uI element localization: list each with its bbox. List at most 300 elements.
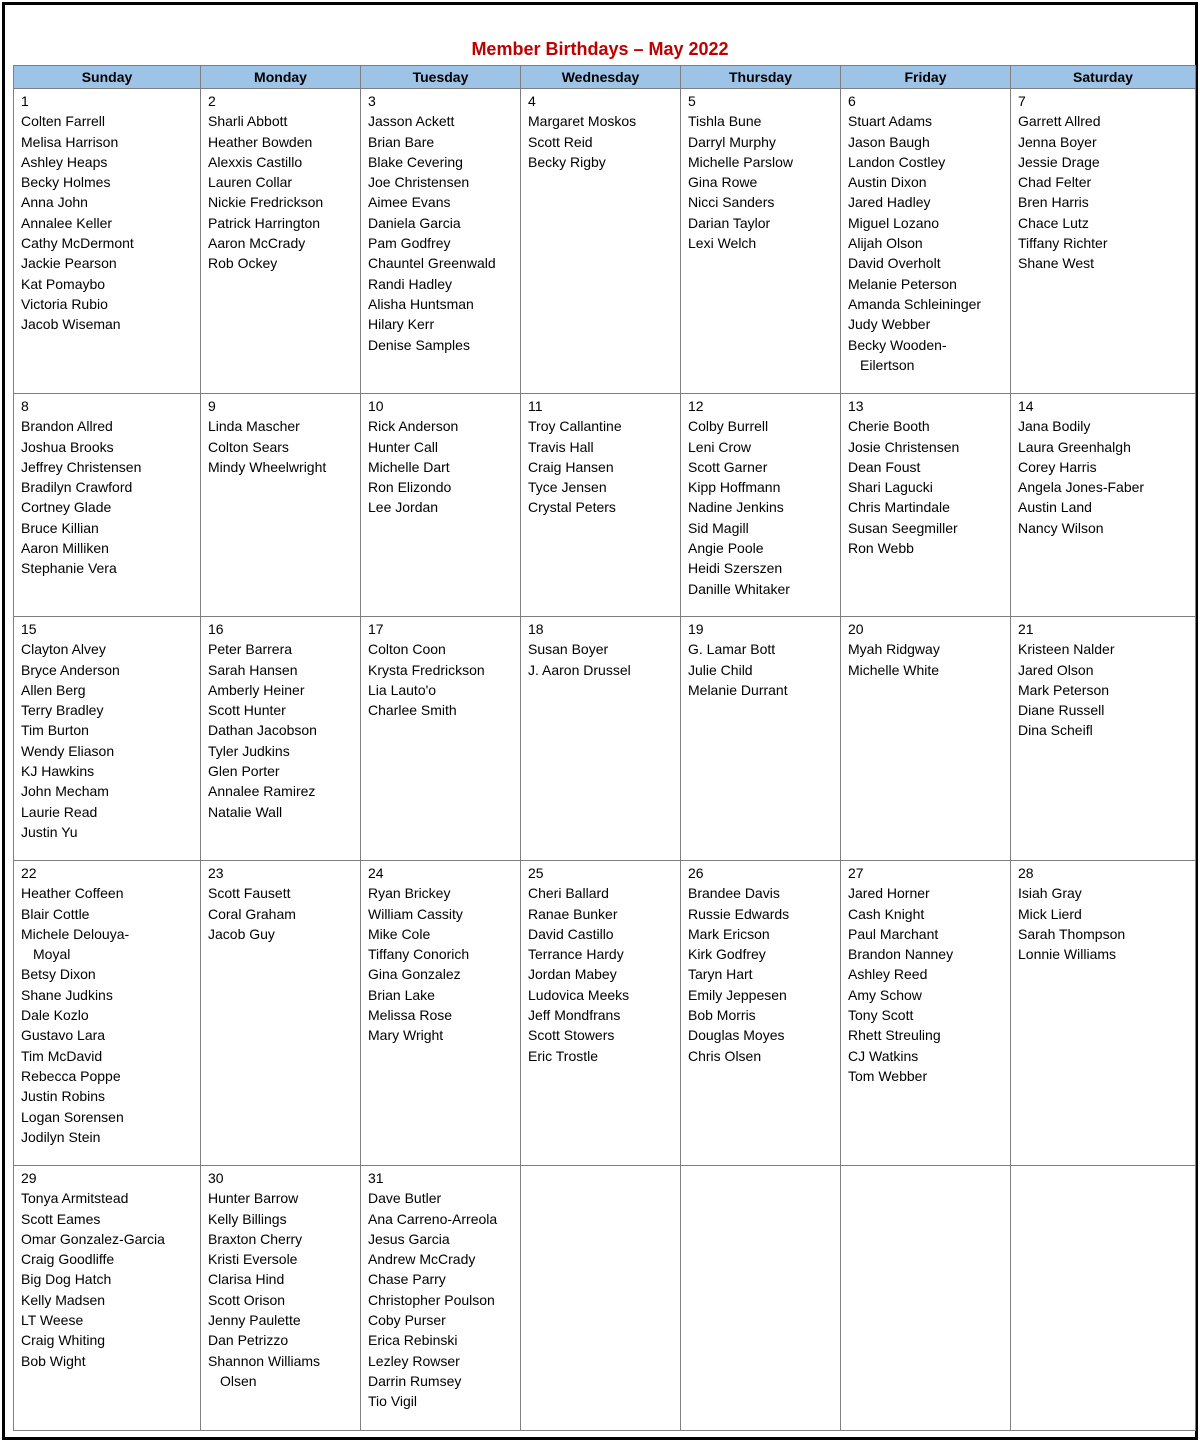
member-name: Myah Ridgway xyxy=(848,641,940,658)
member-name: Craig Hansen xyxy=(528,458,614,475)
member-name: Colten Farrell xyxy=(21,113,106,130)
member-name: Justin Robins xyxy=(21,1088,106,1105)
member-name: Michele Delouya- xyxy=(21,925,130,942)
member-name: Brandon Nanney xyxy=(848,946,954,963)
member-name: Shane Judkins xyxy=(21,986,113,1003)
member-name: Moyal xyxy=(33,946,71,963)
member-name: Gina Rowe xyxy=(688,174,758,191)
member-name: Justin Yu xyxy=(21,823,78,840)
member-name: Hunter Barrow xyxy=(208,1190,299,1207)
empty-day-cell xyxy=(521,1166,681,1431)
member-name: Tiffany Richter xyxy=(1018,235,1108,252)
member-name: Colton Sears xyxy=(208,438,289,455)
day-cell-5 xyxy=(681,89,841,394)
member-name: Becky Wooden- xyxy=(848,336,947,353)
member-name: Rob Ockey xyxy=(208,255,278,272)
member-name: Bren Harris xyxy=(1018,194,1089,211)
member-name: Heidi Szerszen xyxy=(688,560,783,577)
member-name: Michelle Parslow xyxy=(688,153,794,170)
member-name: Troy Callantine xyxy=(528,418,622,435)
member-name: Jared Hadley xyxy=(848,194,931,211)
member-name: Aimee Evans xyxy=(368,194,451,211)
member-name: Logan Sorensen xyxy=(21,1108,124,1125)
member-name: Tishla Bune xyxy=(688,113,762,130)
day-number: 28 xyxy=(1018,865,1034,881)
member-name: Kristi Eversole xyxy=(208,1251,298,1268)
member-name: Lauren Collar xyxy=(208,174,293,191)
member-name: Mick Lierd xyxy=(1018,905,1082,922)
member-name: Eilertson xyxy=(860,356,915,373)
member-name: Scott Stowers xyxy=(528,1027,615,1044)
member-name: Mindy Wheelwright xyxy=(208,458,327,475)
member-name: Olsen xyxy=(220,1372,257,1389)
member-name: Rebecca Poppe xyxy=(21,1067,121,1084)
member-name: Colby Burrell xyxy=(688,418,769,435)
day-number: 24 xyxy=(368,865,384,881)
member-name: Ryan Brickey xyxy=(368,885,451,902)
member-name: Joshua Brooks xyxy=(21,438,114,455)
member-name: Julie Child xyxy=(688,661,753,678)
member-name: Shane West xyxy=(1018,255,1095,272)
member-name: Kelly Madsen xyxy=(21,1291,106,1308)
member-name: Emily Jeppesen xyxy=(688,986,787,1003)
day-number: 7 xyxy=(1018,93,1026,109)
day-number: 16 xyxy=(208,621,224,637)
member-name: Susan Boyer xyxy=(528,641,609,658)
member-name: Rick Anderson xyxy=(368,418,459,435)
member-name: Annalee Ramirez xyxy=(208,783,316,800)
member-name: Mark Ericson xyxy=(688,925,770,942)
member-name: Bryce Anderson xyxy=(21,661,120,678)
member-name: CJ Watkins xyxy=(848,1047,919,1064)
member-name: Bob Wight xyxy=(21,1352,86,1369)
member-name: Ron Webb xyxy=(848,540,914,557)
member-name: Scott Reid xyxy=(528,133,593,150)
member-name: Nickie Fredrickson xyxy=(208,194,324,211)
member-name: Kirk Godfrey xyxy=(688,946,766,963)
member-name: Darrin Rumsey xyxy=(368,1372,462,1389)
member-name: Sarah Thompson xyxy=(1018,925,1126,942)
day-cell-29 xyxy=(14,1166,201,1431)
member-name: Diane Russell xyxy=(1018,702,1105,719)
day-cell-12 xyxy=(681,394,841,617)
day-cell-13 xyxy=(841,394,1011,617)
day-number: 15 xyxy=(21,621,37,637)
day-number: 10 xyxy=(368,398,384,414)
member-name: Dean Foust xyxy=(848,458,921,475)
member-name: Charlee Smith xyxy=(368,702,457,719)
member-name: Wendy Eliason xyxy=(21,742,115,759)
member-name: Victoria Rubio xyxy=(21,295,108,312)
member-name: Scott Garner xyxy=(688,458,768,475)
member-name: Cash Knight xyxy=(848,905,925,922)
member-name: Sid Magill xyxy=(688,519,749,536)
day-number: 18 xyxy=(528,621,544,637)
member-name: Rhett Streuling xyxy=(848,1027,941,1044)
member-name: Josie Christensen xyxy=(848,438,960,455)
week-row xyxy=(14,861,1196,1166)
member-name: Dave Butler xyxy=(368,1190,442,1207)
member-name: Jordan Mabey xyxy=(528,966,617,983)
member-name: Garrett Allred xyxy=(1018,113,1101,130)
member-name: Ana Carreno-Arreola xyxy=(368,1210,498,1227)
member-name: Jenny Paulette xyxy=(208,1312,301,1329)
member-name: Landon Costley xyxy=(848,153,946,170)
day-number: 19 xyxy=(688,621,704,637)
day-number: 27 xyxy=(848,865,864,881)
day-cell-10 xyxy=(361,394,521,617)
weekday-header-row xyxy=(14,66,1196,89)
member-name: Bruce Killian xyxy=(21,519,99,536)
day-cell-15 xyxy=(14,617,201,861)
member-name: Big Dog Hatch xyxy=(21,1271,112,1288)
member-name: Douglas Moyes xyxy=(688,1027,785,1044)
member-name: Amy Schow xyxy=(848,986,922,1003)
member-name: Tom Webber xyxy=(848,1067,928,1084)
member-name: Isiah Gray xyxy=(1018,885,1082,902)
member-name: Jeffrey Christensen xyxy=(21,458,142,475)
day-number: 2 xyxy=(208,93,216,109)
member-name: Dale Kozlo xyxy=(21,1007,89,1024)
day-number: 26 xyxy=(688,865,704,881)
member-name: Mark Peterson xyxy=(1018,681,1110,698)
day-cell-31 xyxy=(361,1166,521,1431)
member-name: Kelly Billings xyxy=(208,1210,287,1227)
member-name: Terry Bradley xyxy=(21,702,104,719)
member-name: Tonya Armitstead xyxy=(21,1190,129,1207)
week-row xyxy=(14,89,1196,394)
weekday-header-sunday: Sunday xyxy=(14,66,201,89)
day-cell-18 xyxy=(521,617,681,861)
member-name: Nadine Jenkins xyxy=(688,499,784,516)
member-name: Kat Pomaybo xyxy=(21,275,106,292)
member-name: Ranae Bunker xyxy=(528,905,618,922)
day-number: 31 xyxy=(368,1170,384,1186)
member-name: Nicci Sanders xyxy=(688,194,775,211)
member-name: Russie Edwards xyxy=(688,905,790,922)
member-name: Austin Dixon xyxy=(848,174,927,191)
member-name: Andrew McCrady xyxy=(368,1251,476,1268)
document-frame xyxy=(2,2,1198,1440)
member-name: Blair Cottle xyxy=(21,905,90,922)
member-name: David Castillo xyxy=(528,925,614,942)
member-name: William Cassity xyxy=(368,905,463,922)
member-name: Hilary Kerr xyxy=(368,316,435,333)
member-name: Laurie Read xyxy=(21,803,98,820)
member-name: Tim Burton xyxy=(21,722,89,739)
day-cell-7 xyxy=(1011,89,1196,394)
member-name: Taryn Hart xyxy=(688,966,753,983)
member-name: Braxton Cherry xyxy=(208,1230,303,1247)
member-name: Glen Porter xyxy=(208,763,280,780)
member-name: G. Lamar Bott xyxy=(688,641,776,658)
member-name: Anna John xyxy=(21,194,88,211)
member-name: Coral Graham xyxy=(208,905,296,922)
member-name: Bradilyn Crawford xyxy=(21,479,133,496)
member-name: Miguel Lozano xyxy=(848,214,940,231)
member-name: Tiffany Conorich xyxy=(368,946,470,963)
member-name: Brian Bare xyxy=(368,133,435,150)
member-name: Stuart Adams xyxy=(848,113,933,130)
member-name: Michelle Dart xyxy=(368,458,450,475)
member-name: Dina Scheifl xyxy=(1018,722,1093,739)
member-name: Ludovica Meeks xyxy=(528,986,630,1003)
member-name: Cathy McDermont xyxy=(21,235,134,252)
member-name: Becky Holmes xyxy=(21,174,111,191)
weekday-header-friday: Friday xyxy=(841,66,1011,89)
member-name: Stephanie Vera xyxy=(21,560,117,577)
member-name: Tim McDavid xyxy=(21,1047,103,1064)
day-cell-4 xyxy=(521,89,681,394)
member-name: Jessie Drage xyxy=(1018,153,1100,170)
member-name: Aaron McCrady xyxy=(208,235,306,252)
day-cell-25 xyxy=(521,861,681,1166)
day-cell-26 xyxy=(681,861,841,1166)
member-name: Darian Taylor xyxy=(688,214,771,231)
member-name: Gustavo Lara xyxy=(21,1027,106,1044)
member-name: Laura Greenhalgh xyxy=(1018,438,1131,455)
member-name: Sharli Abbott xyxy=(208,113,288,130)
member-name: Hunter Call xyxy=(368,438,439,455)
day-cell-17 xyxy=(361,617,521,861)
member-name: Kipp Hoffmann xyxy=(688,479,781,496)
member-name: Lee Jordan xyxy=(368,499,439,516)
member-name: LT Weese xyxy=(21,1312,84,1329)
day-number: 6 xyxy=(848,93,856,109)
weekday-header-saturday: Saturday xyxy=(1011,66,1196,89)
member-name: Chace Lutz xyxy=(1018,214,1089,231)
member-name: Jana Bodily xyxy=(1018,418,1091,435)
day-cell-30 xyxy=(201,1166,361,1431)
member-name: Darryl Murphy xyxy=(688,133,776,150)
day-cell-24 xyxy=(361,861,521,1166)
day-number: 14 xyxy=(1018,398,1034,414)
member-name: Dathan Jacobson xyxy=(208,722,317,739)
member-name: Angela Jones-Faber xyxy=(1018,479,1145,496)
member-name: Leni Crow xyxy=(688,438,752,455)
day-number: 1 xyxy=(21,93,29,109)
day-number: 30 xyxy=(208,1170,224,1186)
member-name: Jasson Ackett xyxy=(368,113,455,130)
member-name: Tyler Judkins xyxy=(208,742,290,759)
day-cell-21 xyxy=(1011,617,1196,861)
member-name: Clayton Alvey xyxy=(21,641,106,658)
weekday-header-wednesday: Wednesday xyxy=(521,66,681,89)
member-name: Peter Barrera xyxy=(208,641,293,658)
day-cell-16 xyxy=(201,617,361,861)
member-name: Omar Gonzalez-Garcia xyxy=(21,1230,165,1247)
day-cell-6 xyxy=(841,89,1011,394)
member-name: Brian Lake xyxy=(368,986,435,1003)
day-cell-8 xyxy=(14,394,201,617)
member-name: Jesus Garcia xyxy=(368,1230,450,1247)
member-name: Paul Marchant xyxy=(848,925,939,942)
day-number: 12 xyxy=(688,398,704,414)
member-name: Craig Whiting xyxy=(21,1332,106,1349)
member-name: Scott Fausett xyxy=(208,885,291,902)
member-name: Scott Eames xyxy=(21,1210,101,1227)
member-name: Blake Cevering xyxy=(368,153,463,170)
member-name: Judy Webber xyxy=(848,316,931,333)
day-cell-1 xyxy=(14,89,201,394)
member-name: Scott Orison xyxy=(208,1291,286,1308)
member-name: Shari Lagucki xyxy=(848,479,933,496)
day-number: 5 xyxy=(688,93,696,109)
member-name: Colton Coon xyxy=(368,641,446,658)
member-name: Tio Vigil xyxy=(368,1393,418,1410)
member-name: Mike Cole xyxy=(368,925,431,942)
day-number: 11 xyxy=(528,398,543,414)
weekday-header-thursday: Thursday xyxy=(681,66,841,89)
member-name: Danille Whitaker xyxy=(688,580,790,597)
member-name: Sarah Hansen xyxy=(208,661,298,678)
member-name: Nancy Wilson xyxy=(1018,519,1104,536)
day-cell-20 xyxy=(841,617,1011,861)
day-number: 17 xyxy=(368,621,384,637)
member-name: Chad Felter xyxy=(1018,174,1092,191)
member-name: Jackie Pearson xyxy=(21,255,117,272)
day-number: 9 xyxy=(208,398,216,414)
week-row xyxy=(14,1166,1196,1431)
member-name: Krysta Fredrickson xyxy=(368,661,485,678)
empty-day-cell xyxy=(1011,1166,1196,1431)
member-name: Michelle White xyxy=(848,661,940,678)
member-name: John Mecham xyxy=(21,783,109,800)
member-name: Chris Olsen xyxy=(688,1047,762,1064)
member-name: Patrick Harrington xyxy=(208,214,321,231)
day-cell-14 xyxy=(1011,394,1196,617)
member-name: Lexi Welch xyxy=(688,235,757,252)
member-name: Terrance Hardy xyxy=(528,946,624,963)
member-name: Austin Land xyxy=(1018,499,1092,516)
member-name: Susan Seegmiller xyxy=(848,519,958,536)
member-name: Becky Rigby xyxy=(528,153,606,170)
day-cell-2 xyxy=(201,89,361,394)
member-name: KJ Hawkins xyxy=(21,763,95,780)
member-name: Angie Poole xyxy=(688,540,764,557)
day-cell-9 xyxy=(201,394,361,617)
member-name: Alisha Huntsman xyxy=(368,295,474,312)
member-name: Ashley Heaps xyxy=(21,153,108,170)
member-name: Lonnie Williams xyxy=(1018,946,1117,963)
member-name: Brandee Davis xyxy=(688,885,780,902)
weekday-header-tuesday: Tuesday xyxy=(361,66,521,89)
member-name: Erica Rebinski xyxy=(368,1332,458,1349)
member-name: Jeff Mondfrans xyxy=(528,1007,621,1024)
member-name: Tony Scott xyxy=(848,1007,914,1024)
day-cell-11 xyxy=(521,394,681,617)
day-number: 25 xyxy=(528,865,544,881)
day-cell-28 xyxy=(1011,861,1196,1166)
member-name: Natalie Wall xyxy=(208,803,283,820)
member-name: Alexxis Castillo xyxy=(208,153,303,170)
member-name: Heather Bowden xyxy=(208,133,313,150)
calendar-table xyxy=(13,65,1196,1431)
member-name: Cherie Booth xyxy=(848,418,930,435)
day-number: 29 xyxy=(21,1170,37,1186)
day-number: 3 xyxy=(368,93,376,109)
member-name: Chase Parry xyxy=(368,1271,446,1288)
member-name: Randi Hadley xyxy=(368,275,453,292)
empty-day-cell xyxy=(681,1166,841,1431)
member-name: Brandon Allred xyxy=(21,418,113,435)
member-name: Annalee Keller xyxy=(21,214,113,231)
member-name: Allen Berg xyxy=(21,681,86,698)
day-number: 4 xyxy=(528,93,536,109)
member-name: Jared Olson xyxy=(1018,661,1094,678)
day-cell-19 xyxy=(681,617,841,861)
member-name: Daniela Garcia xyxy=(368,214,461,231)
member-name: Lia Lauto'o xyxy=(368,681,437,698)
member-name: Gina Gonzalez xyxy=(368,966,461,983)
member-name: Eric Trostle xyxy=(528,1047,599,1064)
empty-day-cell xyxy=(841,1166,1011,1431)
member-name: Tyce Jensen xyxy=(528,479,607,496)
member-name: Alijah Olson xyxy=(848,235,923,252)
member-name: Heather Coffeen xyxy=(21,885,124,902)
member-name: Jodilyn Stein xyxy=(21,1128,101,1145)
day-cell-27 xyxy=(841,861,1011,1166)
day-number: 22 xyxy=(21,865,37,881)
member-name: Christopher Poulson xyxy=(368,1291,495,1308)
member-name: Jason Baugh xyxy=(848,133,930,150)
member-name: Mary Wright xyxy=(368,1027,444,1044)
member-name: Amberly Heiner xyxy=(208,681,305,698)
member-name: Aaron Milliken xyxy=(21,540,109,557)
day-number: 8 xyxy=(21,398,29,414)
day-cell-23 xyxy=(201,861,361,1166)
member-name: Jenna Boyer xyxy=(1018,133,1097,150)
member-name: Melanie Durrant xyxy=(688,681,788,698)
week-row xyxy=(14,617,1196,861)
member-name: Melanie Peterson xyxy=(848,275,957,292)
member-name: Corey Harris xyxy=(1018,458,1097,475)
member-name: Shannon Williams xyxy=(208,1352,321,1369)
member-name: Margaret Moskos xyxy=(528,113,637,130)
member-name: Cortney Glade xyxy=(21,499,112,516)
day-number: 23 xyxy=(208,865,224,881)
day-cell-3 xyxy=(361,89,521,394)
member-name: Dan Petrizzo xyxy=(208,1332,289,1349)
member-name: Jared Horner xyxy=(848,885,930,902)
member-name: Lezley Rowser xyxy=(368,1352,460,1369)
member-name: Joe Christensen xyxy=(368,174,470,191)
member-name: Amanda Schleininger xyxy=(848,295,982,312)
day-number: 20 xyxy=(848,621,864,637)
member-name: Betsy Dixon xyxy=(21,966,96,983)
member-name: Chauntel Greenwald xyxy=(368,255,496,272)
member-name: David Overholt xyxy=(848,255,941,272)
member-name: Travis Hall xyxy=(528,438,594,455)
member-name: Scott Hunter xyxy=(208,702,286,719)
member-name: Cheri Ballard xyxy=(528,885,609,902)
member-name: Craig Goodliffe xyxy=(21,1251,115,1268)
member-name: Kristeen Nalder xyxy=(1018,641,1115,658)
day-number: 21 xyxy=(1018,621,1034,637)
member-name: Melisa Harrison xyxy=(21,133,119,150)
member-name: Linda Mascher xyxy=(208,418,300,435)
day-cell-22 xyxy=(14,861,201,1166)
member-name: Bob Morris xyxy=(688,1007,756,1024)
page-title: Member Birthdays – May 2022 xyxy=(471,39,729,59)
member-name: Crystal Peters xyxy=(528,499,616,516)
member-name: Denise Samples xyxy=(368,336,470,353)
member-name: Jacob Wiseman xyxy=(21,316,121,333)
member-name: Clarisa Hind xyxy=(208,1271,285,1288)
day-number: 13 xyxy=(848,398,864,414)
member-name: Ashley Reed xyxy=(848,966,928,983)
week-row xyxy=(14,394,1196,617)
